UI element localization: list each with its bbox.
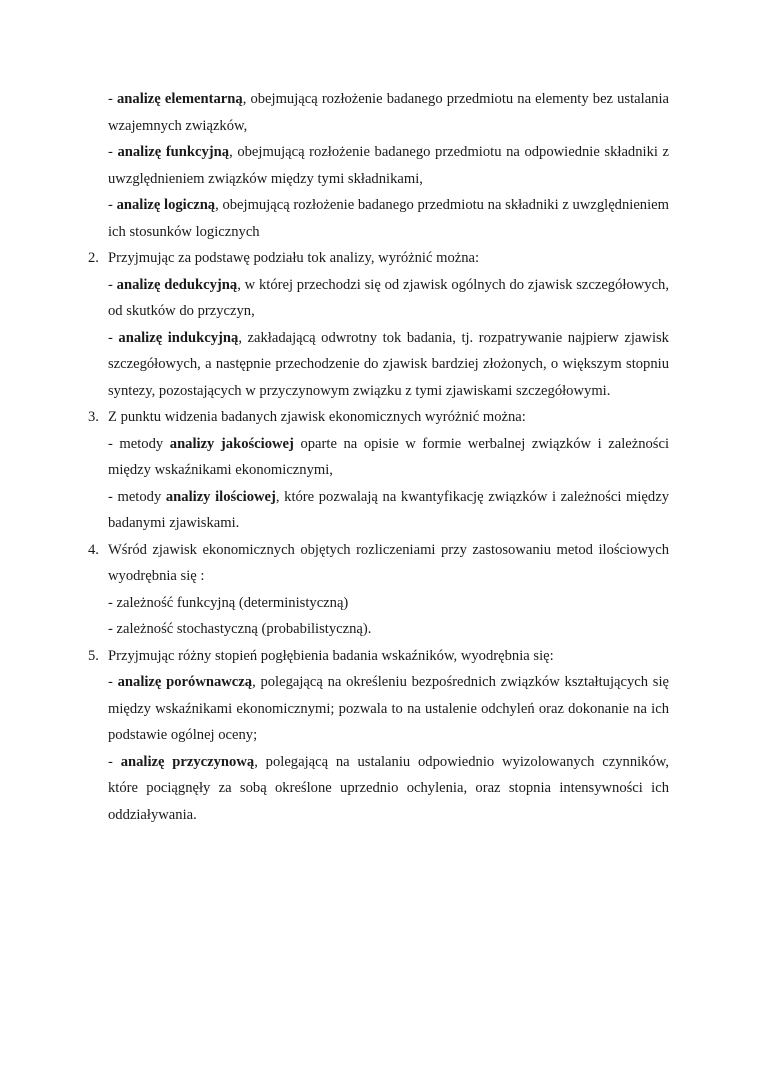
item-number: 3.: [88, 409, 99, 425]
numbered-item-4: 4. Wśród zjawisk ekonomicznych objętych rozliczeniami przy zastosowaniu metod ilościowych wyodrębnia się :: [108, 537, 669, 590]
term-bold: analizę dedukcyjną: [116, 276, 238, 293]
list-item-deductive-analysis: - analizę dedukcyjną, w której przechodzi się od zjawisk ogólnych do zjawisk szczegółowych, od skutków do przyczyn,: [108, 276, 669, 319]
list-item-causal-analysis: - analizę przyczynową, polegającą na ustalaniu odpowiednio wyizolowanych czynników, które pociągnęły za sobą określone uprzednio ochylenia, oraz stopnia intensywności ich oddziaływania.: [108, 753, 670, 823]
list-item-logical-analysis: - analizę logiczną, obejmującą rozłożenie badanego przedmiotu na składniki z uwzględnieniem ich stosunków logicznych: [108, 197, 669, 240]
term-bold: analizy jakościowej: [169, 435, 294, 452]
list-item-qualitative-analysis: - metody analizy jakościowej oparte na opisie w formie werbalnej związków i zależności między wskaźnikami ekonomicznymi,: [108, 435, 670, 478]
numbered-item-3: 3. Z punktu widzenia badanych zjawisk ekonomicznych wyróżnić można:: [108, 404, 669, 431]
list-item-comparative-analysis: - analizę porównawczą, polegającą na określeniu bezpośrednich związków kształtujących się między wskaźnikami ekonomicznymi; pozwala to na ustalenie odchyleń oraz dokonanie na ich podstawie ogólnej oceny;: [108, 674, 669, 743]
list-item-stochastic-dependency: - zależność stochastyczną (probabilistyczną).: [108, 621, 372, 637]
item-number: 4.: [88, 541, 99, 558]
numbered-item-5: 5. Przyjmując różny stopień pogłębienia badania wskaźników, wyodrębnia się:: [108, 643, 669, 670]
term-bold: analizy ilościowej: [165, 488, 276, 505]
term-bold: analizę porównawczą: [117, 674, 253, 690]
list-item-quantitative-analysis: - metody analizy ilościowej, które pozwalają na kwantyfikację związków i zależności między badanymi zjawiskami.: [108, 488, 669, 531]
list-item-functional-analysis: - analizę funkcyjną, obejmującą rozłożenie badanego przedmiotu na odpowiednie składniki z uwzględnieniem związków między tymi składnikami,: [108, 144, 669, 187]
list-item-functional-dependency: - zależność funkcyjną (deterministyczną): [108, 594, 349, 611]
term-bold: analizę funkcyjną: [117, 144, 230, 160]
item-number: 5.: [88, 647, 99, 664]
list-item-inductive-analysis: - analizę indukcyjną, zakładającą odwrotny tok badania, tj. rozpatrywanie najpierw zjawisk szczegółowych, a następnie przechodzenie do zjawisk bardziej złożonych, o większym stopniu syntezy, pozostających w przyczynowym związku z tymi zjawiskami szczegółowymi.: [108, 329, 669, 399]
list-item-elementary-analysis: - analizę elementarną, obejmującą rozłożenie badanego przedmiotu na elementy bez ustalania wzajemnych związków,: [108, 91, 670, 134]
term-bold: analizę przyczynową: [120, 753, 255, 770]
term-bold: analizę elementarną: [116, 91, 243, 107]
numbered-item-2: 2. Przyjmując za podstawę podziału tok analizy, wyróżnić można:: [108, 245, 669, 272]
term-bold: analizę logiczną: [116, 197, 216, 213]
term-bold: analizę indukcyjną: [118, 329, 239, 346]
item-number: 2.: [88, 250, 99, 266]
